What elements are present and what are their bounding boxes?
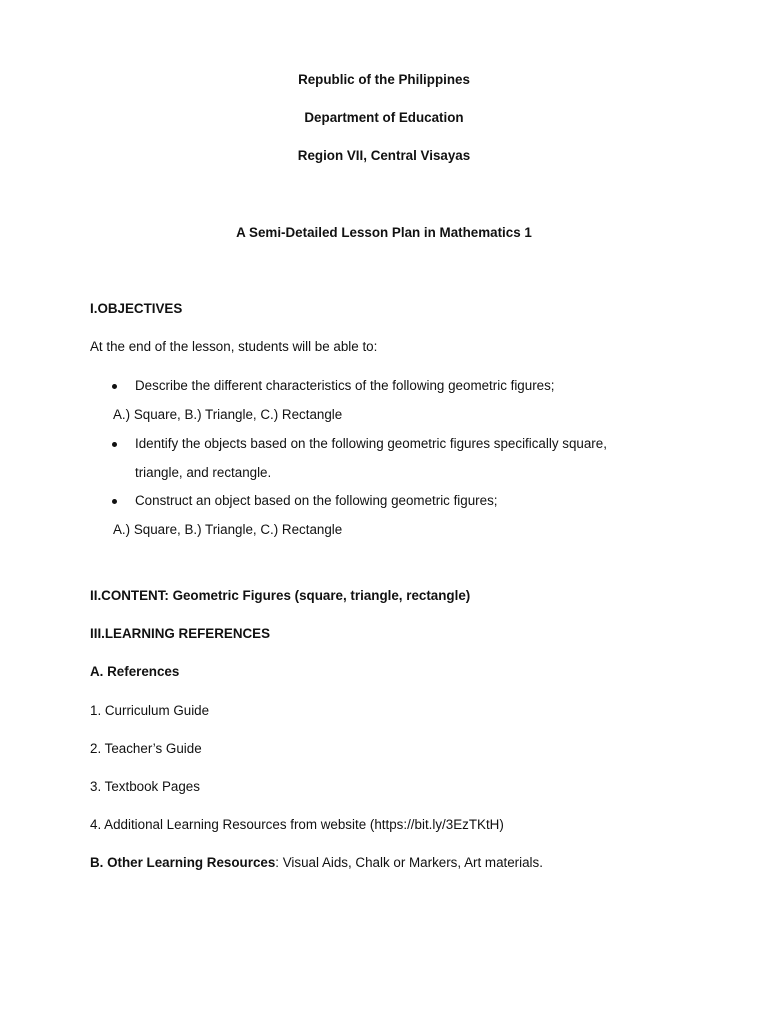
objective-bullet-2-line-2: triangle, and rectangle. xyxy=(135,465,272,480)
reference-item: 3. Textbook Pages xyxy=(90,779,200,794)
objective-bullet-2-line-1: Identify the objects based on the following geometric figures specifically square, xyxy=(135,436,607,451)
reference-item: 4. Additional Learning Resources from website (https://bit.ly/3EzTKtH) xyxy=(90,817,504,832)
content-heading: II.CONTENT: Geometric Figures (square, triangle, rectangle) xyxy=(90,588,471,603)
header-region: Region VII, Central Visayas xyxy=(297,148,471,163)
objective-bullet-3: Construct an object based on the following geometric figures; xyxy=(135,493,498,508)
reference-item: 1. Curriculum Guide xyxy=(90,703,210,718)
header-department: Department of Education xyxy=(304,110,464,125)
objectives-heading: I.OBJECTIVES xyxy=(90,301,183,316)
references-heading: III.LEARNING REFERENCES xyxy=(90,626,271,641)
objectives-intro: At the end of the lesson, students will be able to: xyxy=(90,339,378,354)
bullet-icon xyxy=(112,384,117,389)
references-subheading-a: A. References xyxy=(90,664,180,679)
other-resources-line xyxy=(90,855,543,871)
bullet-icon xyxy=(112,499,117,504)
reference-item: 2. Teacher’s Guide xyxy=(90,741,202,756)
objective-sub-1: A.) Square, B.) Triangle, C.) Rectangle xyxy=(113,407,343,422)
document-title: A Semi-Detailed Lesson Plan in Mathematics 1 xyxy=(236,225,532,240)
bullet-icon xyxy=(112,442,117,447)
header-republic: Republic of the Philippines xyxy=(298,72,470,87)
objective-sub-3: A.) Square, B.) Triangle, C.) Rectangle xyxy=(113,522,343,537)
other-resources-text: : Visual Aids, Chalk or Markers, Art materials. xyxy=(275,855,543,870)
objective-bullet-1: Describe the different characteristics of the following geometric figures; xyxy=(135,378,555,393)
other-resources-label: B. Other Learning Resources xyxy=(90,855,276,870)
